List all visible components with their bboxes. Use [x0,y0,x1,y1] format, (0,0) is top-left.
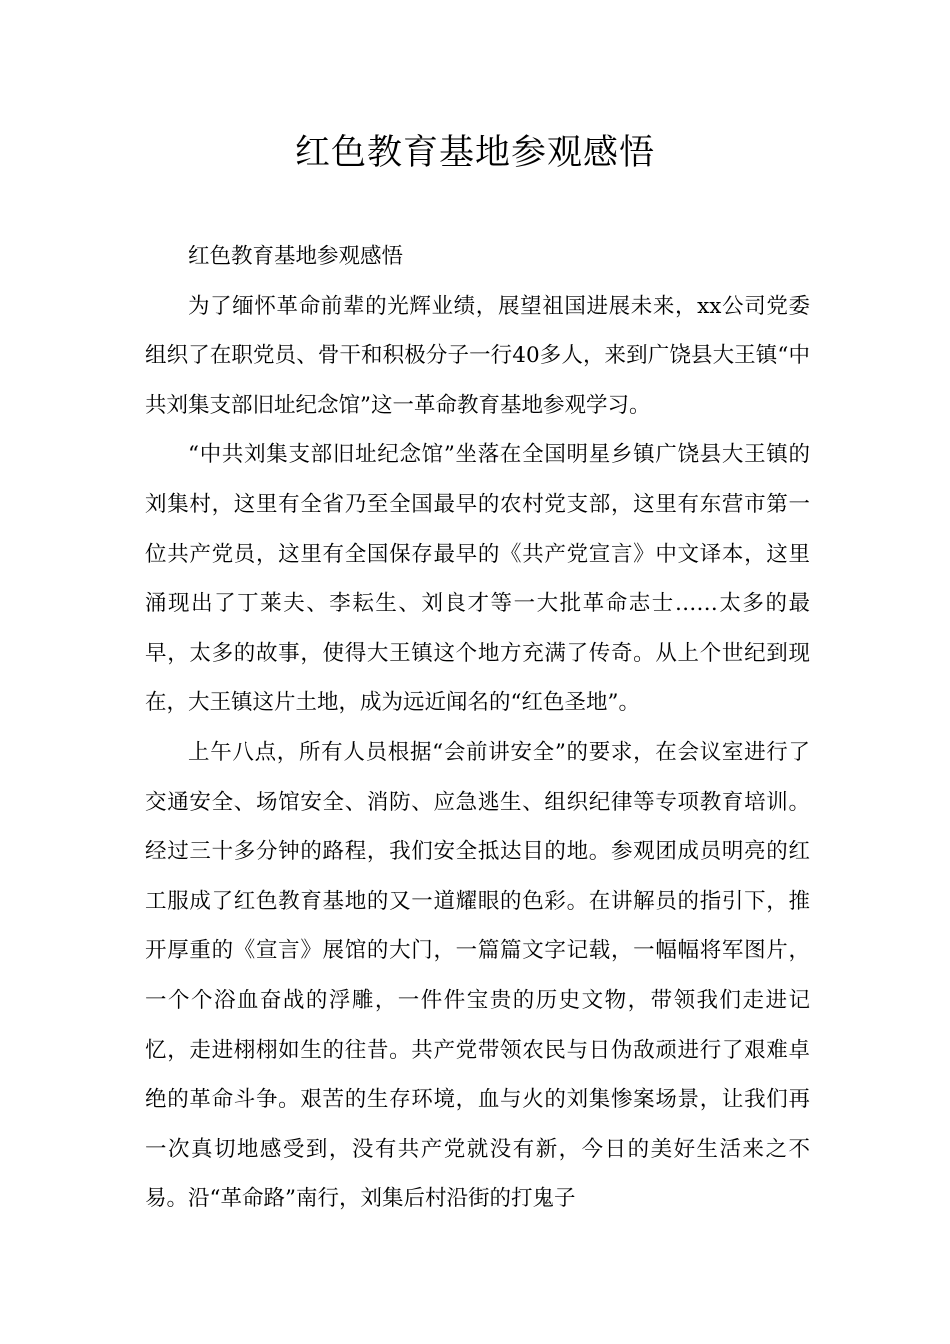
paragraph-subtitle: 红色教育基地参观感悟 [188,244,404,269]
document-title: 红色教育基地参观感悟 [294,133,655,173]
paragraph: “中共刘集支部旧址纪念馆”坐落在全国明星乡镇广饶县大王镇的刘集村，这里有全省乃至全国最早的农村党支部，这里有东营市第一位共产党员，这里有全国保存最早的《共产党宣言》中文译本，这里涌现出了丁莱夫、李耘生、刘良才等一大批革命志士……太多的最早，太多的故事，使得大王镇这个地方充满了传奇。从上个世纪到现在，大王镇这片土地，成为远近闻名的“红色圣地”。 [145,442,810,716]
paragraph: 为了缅怀革命前辈的光辉业绩，展望祖国进展未来，xx公司党委组织了在职党员、骨干和积极分子一行40多人，来到广饶县大王镇“中共刘集支部旧址纪念馆”这一革命教育基地参观学习。 [145,293,810,418]
document-body [145,232,810,1224]
paragraph: 上午八点，所有人员根据“会前讲安全”的要求，在会议室进行了交通安全、场馆安全、消防、应急逃生、组织纪律等专项教育培训。经过三十多分钟的路程，我们安全抵达目的地。参观团成员明亮的红工服成了红色教育基地的又一道耀眼的色彩。在讲解员的指引下，推开厚重的《宣言》展馆的大门，一篇篇文字记载，一幅幅将军图片，一个个浴血奋战的浮雕，一件件宝贵的历史文物，带领我们走进记忆，走进栩栩如生的往昔。共产党带领农民与日伪敌顽进行了艰难卓绝的革命斗争。艰苦的生存环境，血与火的刘集惨案场景，让我们再一次真切地感受到，没有共产党就没有新，今日的美好生活来之不易。沿“革命路”南行，刘集后村沿街的打鬼子 [145,739,810,1212]
